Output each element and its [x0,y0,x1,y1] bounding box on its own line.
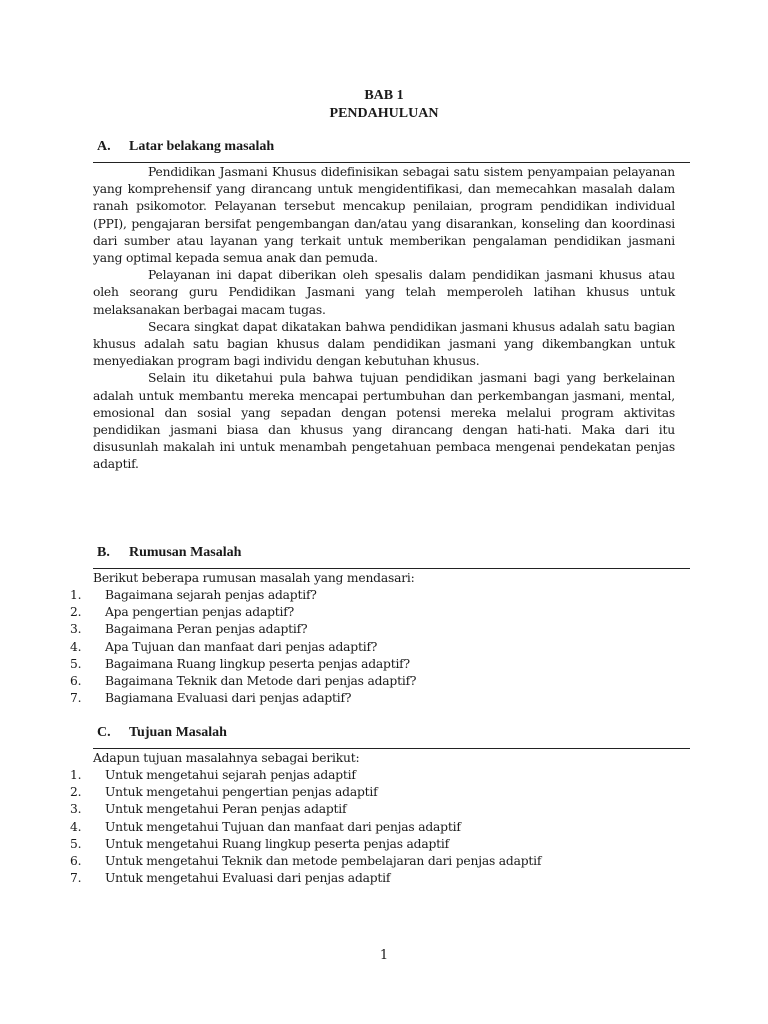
paragraph: Pelayanan ini dapat diberikan oleh spesalis dalam pendidikan jasmani khusus atau oleh seorang guru Pendidikan Jasmani yang telah memperoleh latihan khusus untuk melaksanakan berbagai macam tugas. [93,268,675,317]
section-a-heading [97,139,274,155]
list-number: 5. [70,836,82,851]
section-c-title: Tujuan Masalah [129,725,227,740]
section-b-intro: Berikut beberapa rumusan masalah yang mendasari: [93,571,415,585]
section-a-title: Latar belakang masalah [129,139,275,154]
list-text: Untuk mengetahui Evaluasi dari penjas adaptif [105,871,391,886]
section-a-letter: A. [97,139,111,154]
list-text: Bagaimana sejarah penjas adaptif? [105,588,317,602]
section-b-list [70,587,416,707]
list-number: 4. [70,819,82,834]
list-item [70,836,541,853]
list-item [70,801,541,818]
list-item [70,621,416,638]
section-a-body [93,164,675,474]
list-item [70,604,416,621]
section-c-intro: Adapun tujuan masalahnya sebagai berikut: [93,751,360,765]
paragraph: Pendidikan Jasmani Khusus didefinisikan sebagai satu sistem penyampaian pelayanan yang komprehensif yang dirancang untuk mengidentifikasi, dan memecahkan masalah dalam ranah psikomotor. Pelayanan tersebut mencakup penilaian, program pendidikan individual (PPI), pengajaran bersifat pengembangan dan/atau yang disarankan, konseling dan koordinasi dari sumber atau layanan yang terkait untuk memberikan pengalaman pendidikan jasmani yang optimal kepada semua anak dan pemuda. [93,165,675,266]
chapter-title: PENDAHULUAN [329,106,439,121]
list-text: Bagaimana Ruang lingkup peserta penjas adaptif? [105,656,410,671]
list-number: 3. [70,622,82,637]
list-number: 3. [70,802,82,817]
list-item [70,870,541,887]
list-item [70,767,541,784]
list-item [70,639,416,656]
section-c-heading [97,725,227,741]
paragraph: Secara singkat dapat dikatakan bahwa pendidikan jasmani khusus adalah satu bagian khusus adalah satu bagian khusus dalam pendidikan jasmani yang dikembangkan untuk menyediakan program bagi individu dengan kebutuhan khusus. [93,319,675,369]
section-b-heading [97,545,241,561]
list-number: 2. [70,605,82,620]
list-item [70,853,541,870]
list-text: Bagiamana Evaluasi dari penjas adaptif? [105,691,352,706]
section-b-letter: B. [97,545,110,560]
section-a-rule [93,162,690,163]
list-text: Untuk mengetahui Tujuan dan manfaat dari penjas adaptif [105,819,461,834]
list-text: Bagaimana Teknik dan Metode dari penjas adaptif? [105,674,417,689]
section-b-title: Rumusan Masalah [129,545,242,560]
list-item [70,690,416,707]
list-number: 4. [70,639,82,654]
section-b-rule [93,568,690,569]
section-c-list [70,767,541,887]
list-number: 6. [70,854,82,869]
list-item [70,656,416,673]
list-item [70,819,541,836]
list-text: Untuk mengetahui Teknik dan metode pembelajaran dari penjas adaptif [105,854,542,869]
list-text: Untuk mengetahui Ruang lingkup peserta penjas adaptif [105,836,449,851]
section-c-letter: C. [97,725,111,740]
list-number: 7. [70,691,82,706]
list-text: Untuk mengetahui sejarah penjas adaptif [105,768,356,782]
list-text: Bagaimana Peran penjas adaptif? [105,622,308,637]
list-number: 6. [70,674,82,689]
list-text: Untuk mengetahui pengertian penjas adaptif [105,785,378,800]
list-number: 2. [70,785,82,800]
list-item [70,587,416,604]
page-number: 1 [379,948,389,963]
chapter-label: BAB 1 [364,88,404,103]
list-item [70,673,416,690]
paragraph: Selain itu diketahui pula bahwa tujuan pendidikan jasmani bagi yang berkelainan adalah untuk membantu mereka mencapai pertumbuhan dan perkembangan jasmani, mental, emosional dan sosial yang sepadan dengan potensi mereka melalui program aktivitas pendidikan jasmani biasa dan khusus yang dirancang dengan hati-hati. Maka dari itu disusunlah makalah ini untuk menambah pengetahuan pembaca mengenai pendekatan penjas adaptif. [93,371,675,472]
list-number: 1. [70,588,82,602]
list-text: Untuk mengetahui Peran penjas adaptif [105,802,347,817]
list-number: 5. [70,656,82,671]
list-number: 1. [70,768,82,782]
list-text: Apa Tujuan dan manfaat dari penjas adaptif? [105,639,378,654]
list-number: 7. [70,871,82,886]
section-c-rule [93,748,690,749]
list-text: Apa pengertian penjas adaptif? [105,605,294,620]
list-item [70,784,541,801]
